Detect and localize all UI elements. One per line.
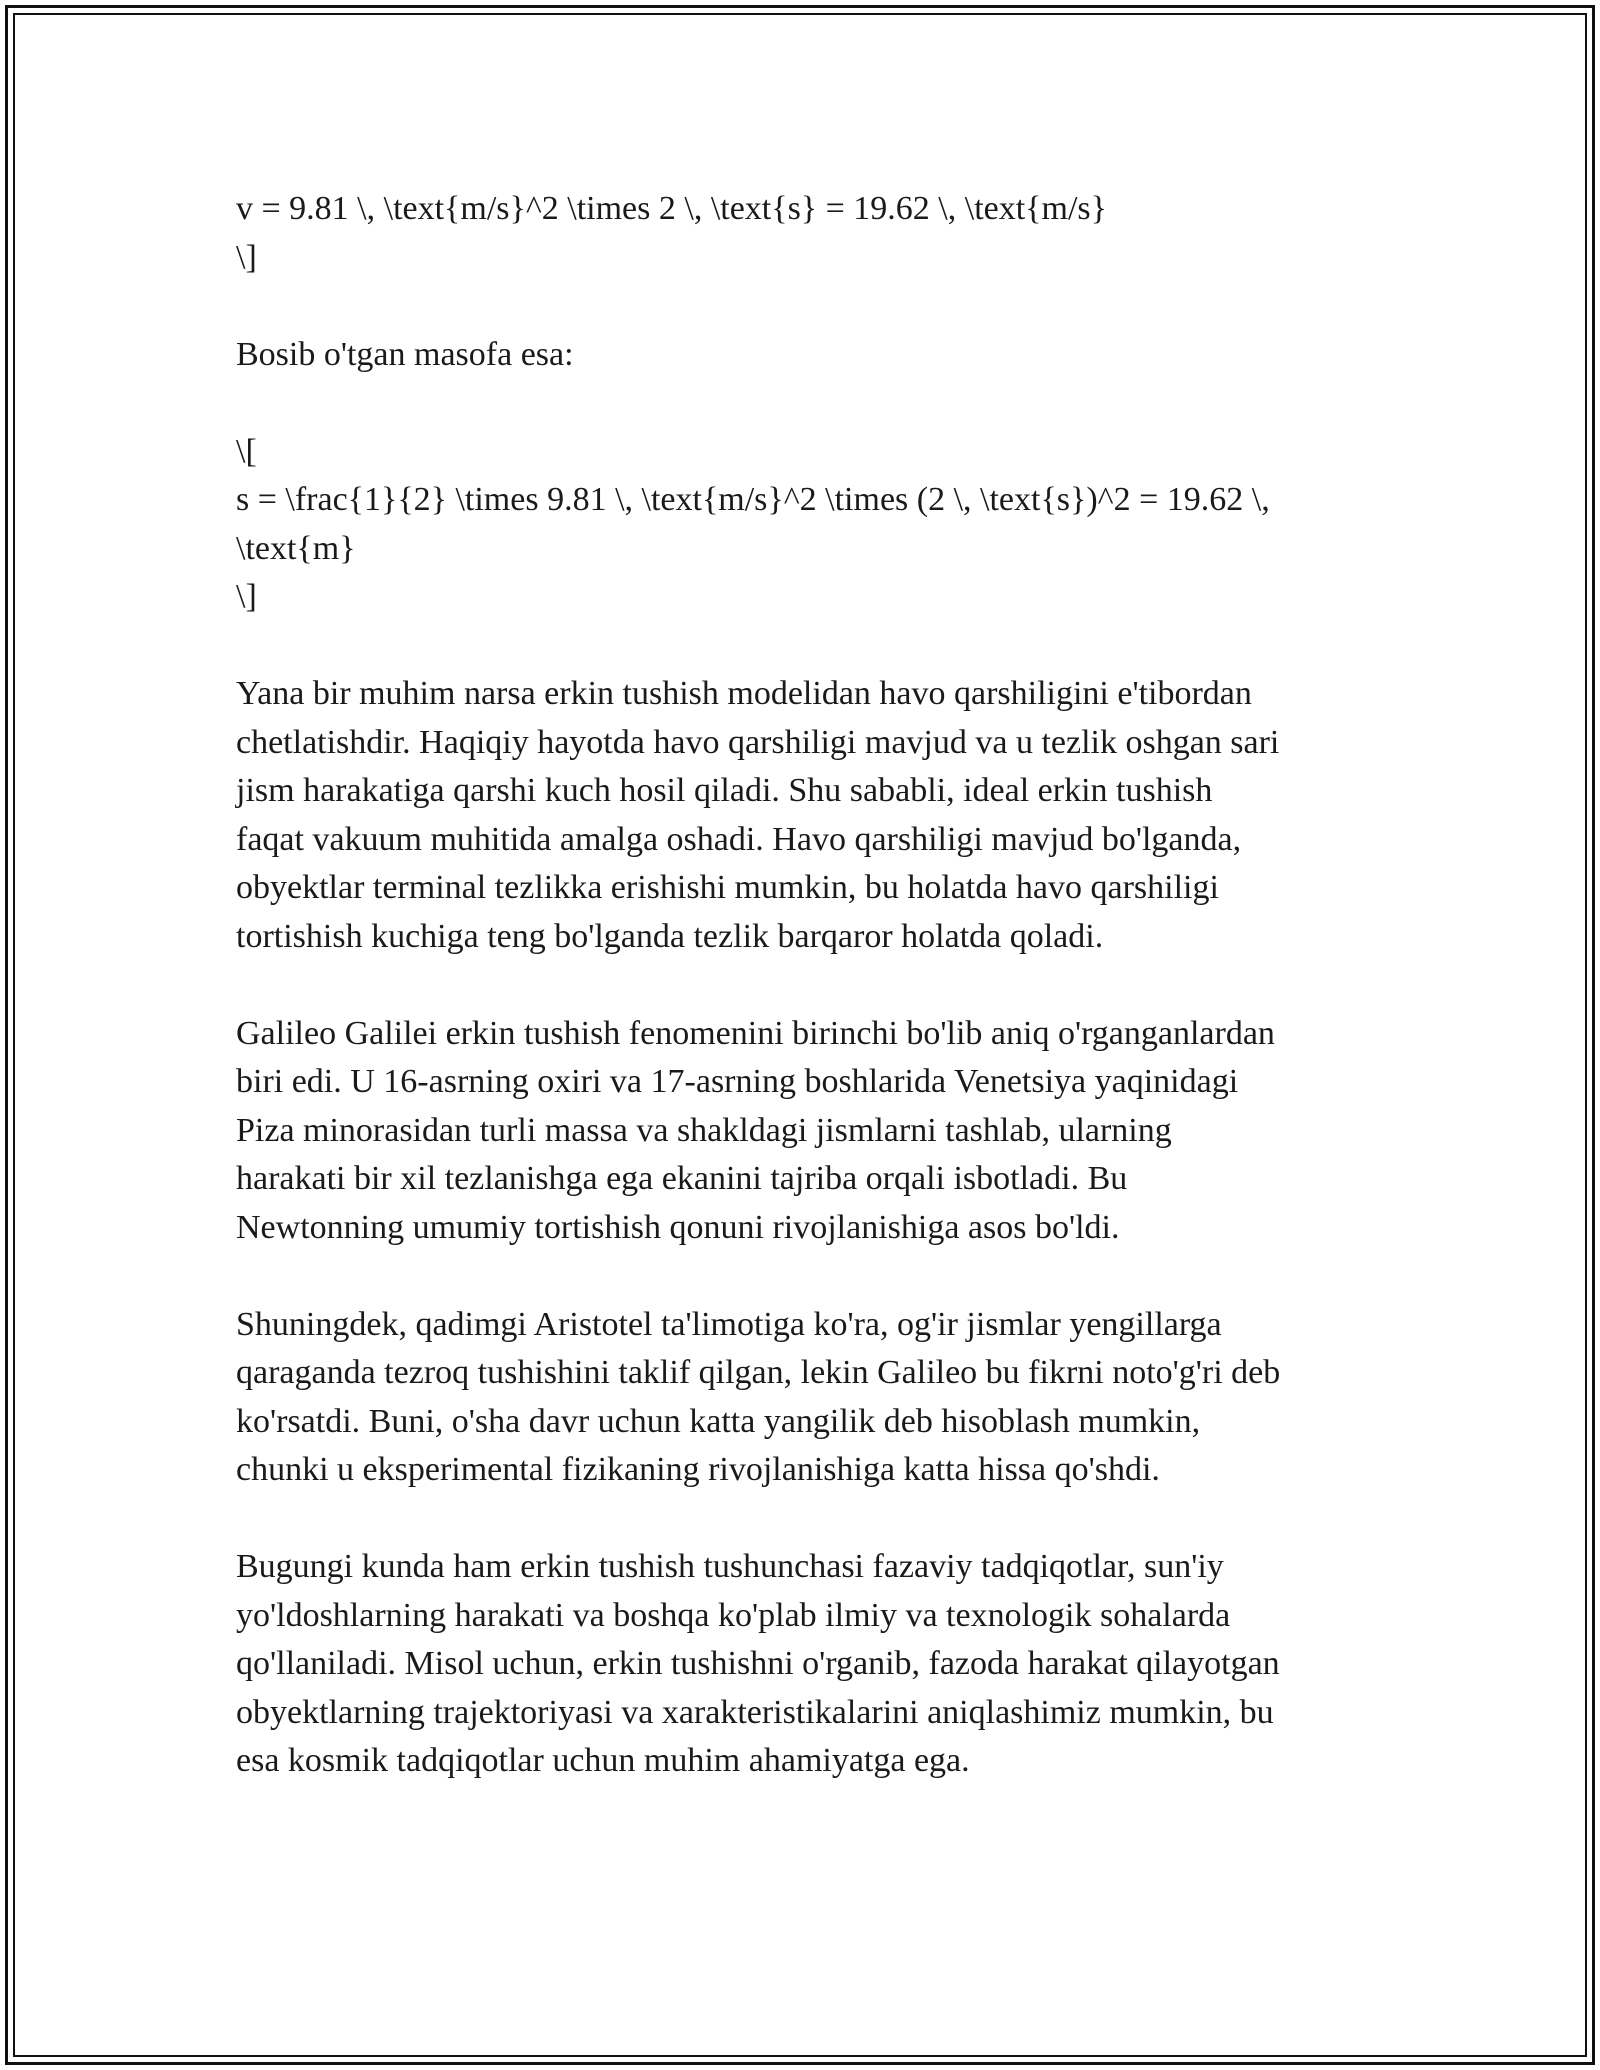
paragraph-line: Piza minorasidan turli massa va shakldagi jismlarni tashlab, ularning [236,1111,1172,1149]
paragraph-line: yo'ldoshlarning harakati va boshqa ko'plab ilmiy va texnologik sohalarda [236,1596,1231,1634]
spacer [236,961,1366,1010]
paragraph-line: chunki u eksperimental fizikaning rivojlanishiga katta hissa qo'shdi. [236,1451,1160,1488]
paragraph-line: faqat vakuum muhitida amalga oshadi. Havo qarshiligi mavjud bo'lganda, [236,820,1242,858]
paragraph-line: qo'llaniladi. Misol uchun, erkin tushishni o'rganib, fazoda harakat qilayotgan [236,1645,1280,1682]
paragraph-galileo [236,1010,1366,1253]
equation-distance-close: \] [236,578,257,615]
spacer [236,379,1366,428]
paragraph-line: biri edi. U 16-asrning oxiri va 17-asrning boshlarida Venetsiya yaqinidagi [236,1063,1239,1100]
paragraph-line: jism harakatiga qarshi kuch hosil qiladi. Shu sababli, ideal erkin tushish [236,772,1213,809]
equation-distance-open: \[ [236,432,257,470]
paragraph-line: obyektlar terminal tezlikka erishishi mumkin, bu holatda havo qarshiligi [236,869,1219,906]
distance-intro-text: Bosib o'tgan masofa esa: [236,335,574,373]
paragraph-line: Shuningdek, qadimgi Aristotel ta'limotiga ko'ra, og'ir jismlar yengillarga [236,1305,1222,1343]
paragraph-line: Galileo Galilei erkin tushish fenomenini birinchi bo'lib aniq o'rganganlardan [236,1014,1275,1052]
paragraph-modern-applications [236,1543,1366,1786]
paragraph-line: chetlatishdir. Haqiqiy hayotda havo qarshiligi mavjud va u tezlik oshgan sari [236,723,1280,761]
paragraph-line: harakati bir xil tezlanishga ega ekanini tajriba orqali isbotladi. Bu [236,1160,1128,1197]
paragraph-air-resistance [236,670,1366,961]
equation-distance-line-2: \text{m} [236,529,356,567]
equation-velocity [236,185,1366,282]
paragraph-line: obyektlarning trajektoriyasi va xarakteristikalarini aniqlashimiz mumkin, bu [236,1693,1274,1731]
paragraph-line: qaraganda tezroq tushishini taklif qilgan, lekin Galileo bu fikrni noto'g'ri deb [236,1354,1281,1391]
spacer [236,1495,1366,1544]
spacer [236,282,1366,331]
paragraph-line: esa kosmik tadqiqotlar uchun muhim ahamiyatga ega. [236,1742,970,1779]
paragraph-line: Yana bir muhim narsa erkin tushish modelidan havo qarshiligini e'tibordan [236,675,1252,712]
equation-velocity-line-2: \] [236,238,257,276]
document-body [236,185,1366,1786]
equation-velocity-line-1: v = 9.81 \, \text{m/s}^2 \times 2 \, \text{s} = 19.62 \, \text{m/s} [236,190,1107,227]
spacer [236,622,1366,671]
paragraph-aristotle [236,1301,1366,1495]
paragraph-line: tortishish kuchiga teng bo'lganda tezlik barqaror holatda qoladi. [236,917,1104,955]
equation-distance [236,428,1366,622]
paragraph-line: Newtonning umumiy tortishish qonuni rivojlanishiga asos bo'ldi. [236,1208,1120,1246]
equation-distance-line-1: s = \frac{1}{2} \times 9.81 \, \text{m/s}^2 \times (2 \, \text{s})^2 = 19.62 \, [236,481,1270,518]
spacer [236,1252,1366,1301]
paragraph-line: ko'rsatdi. Buni, o'sha davr uchun katta yangilik deb hisoblash mumkin, [236,1402,1201,1440]
paragraph-line: Bugungi kunda ham erkin tushish tushunchasi fazaviy tadqiqotlar, sun'iy [236,1548,1224,1585]
